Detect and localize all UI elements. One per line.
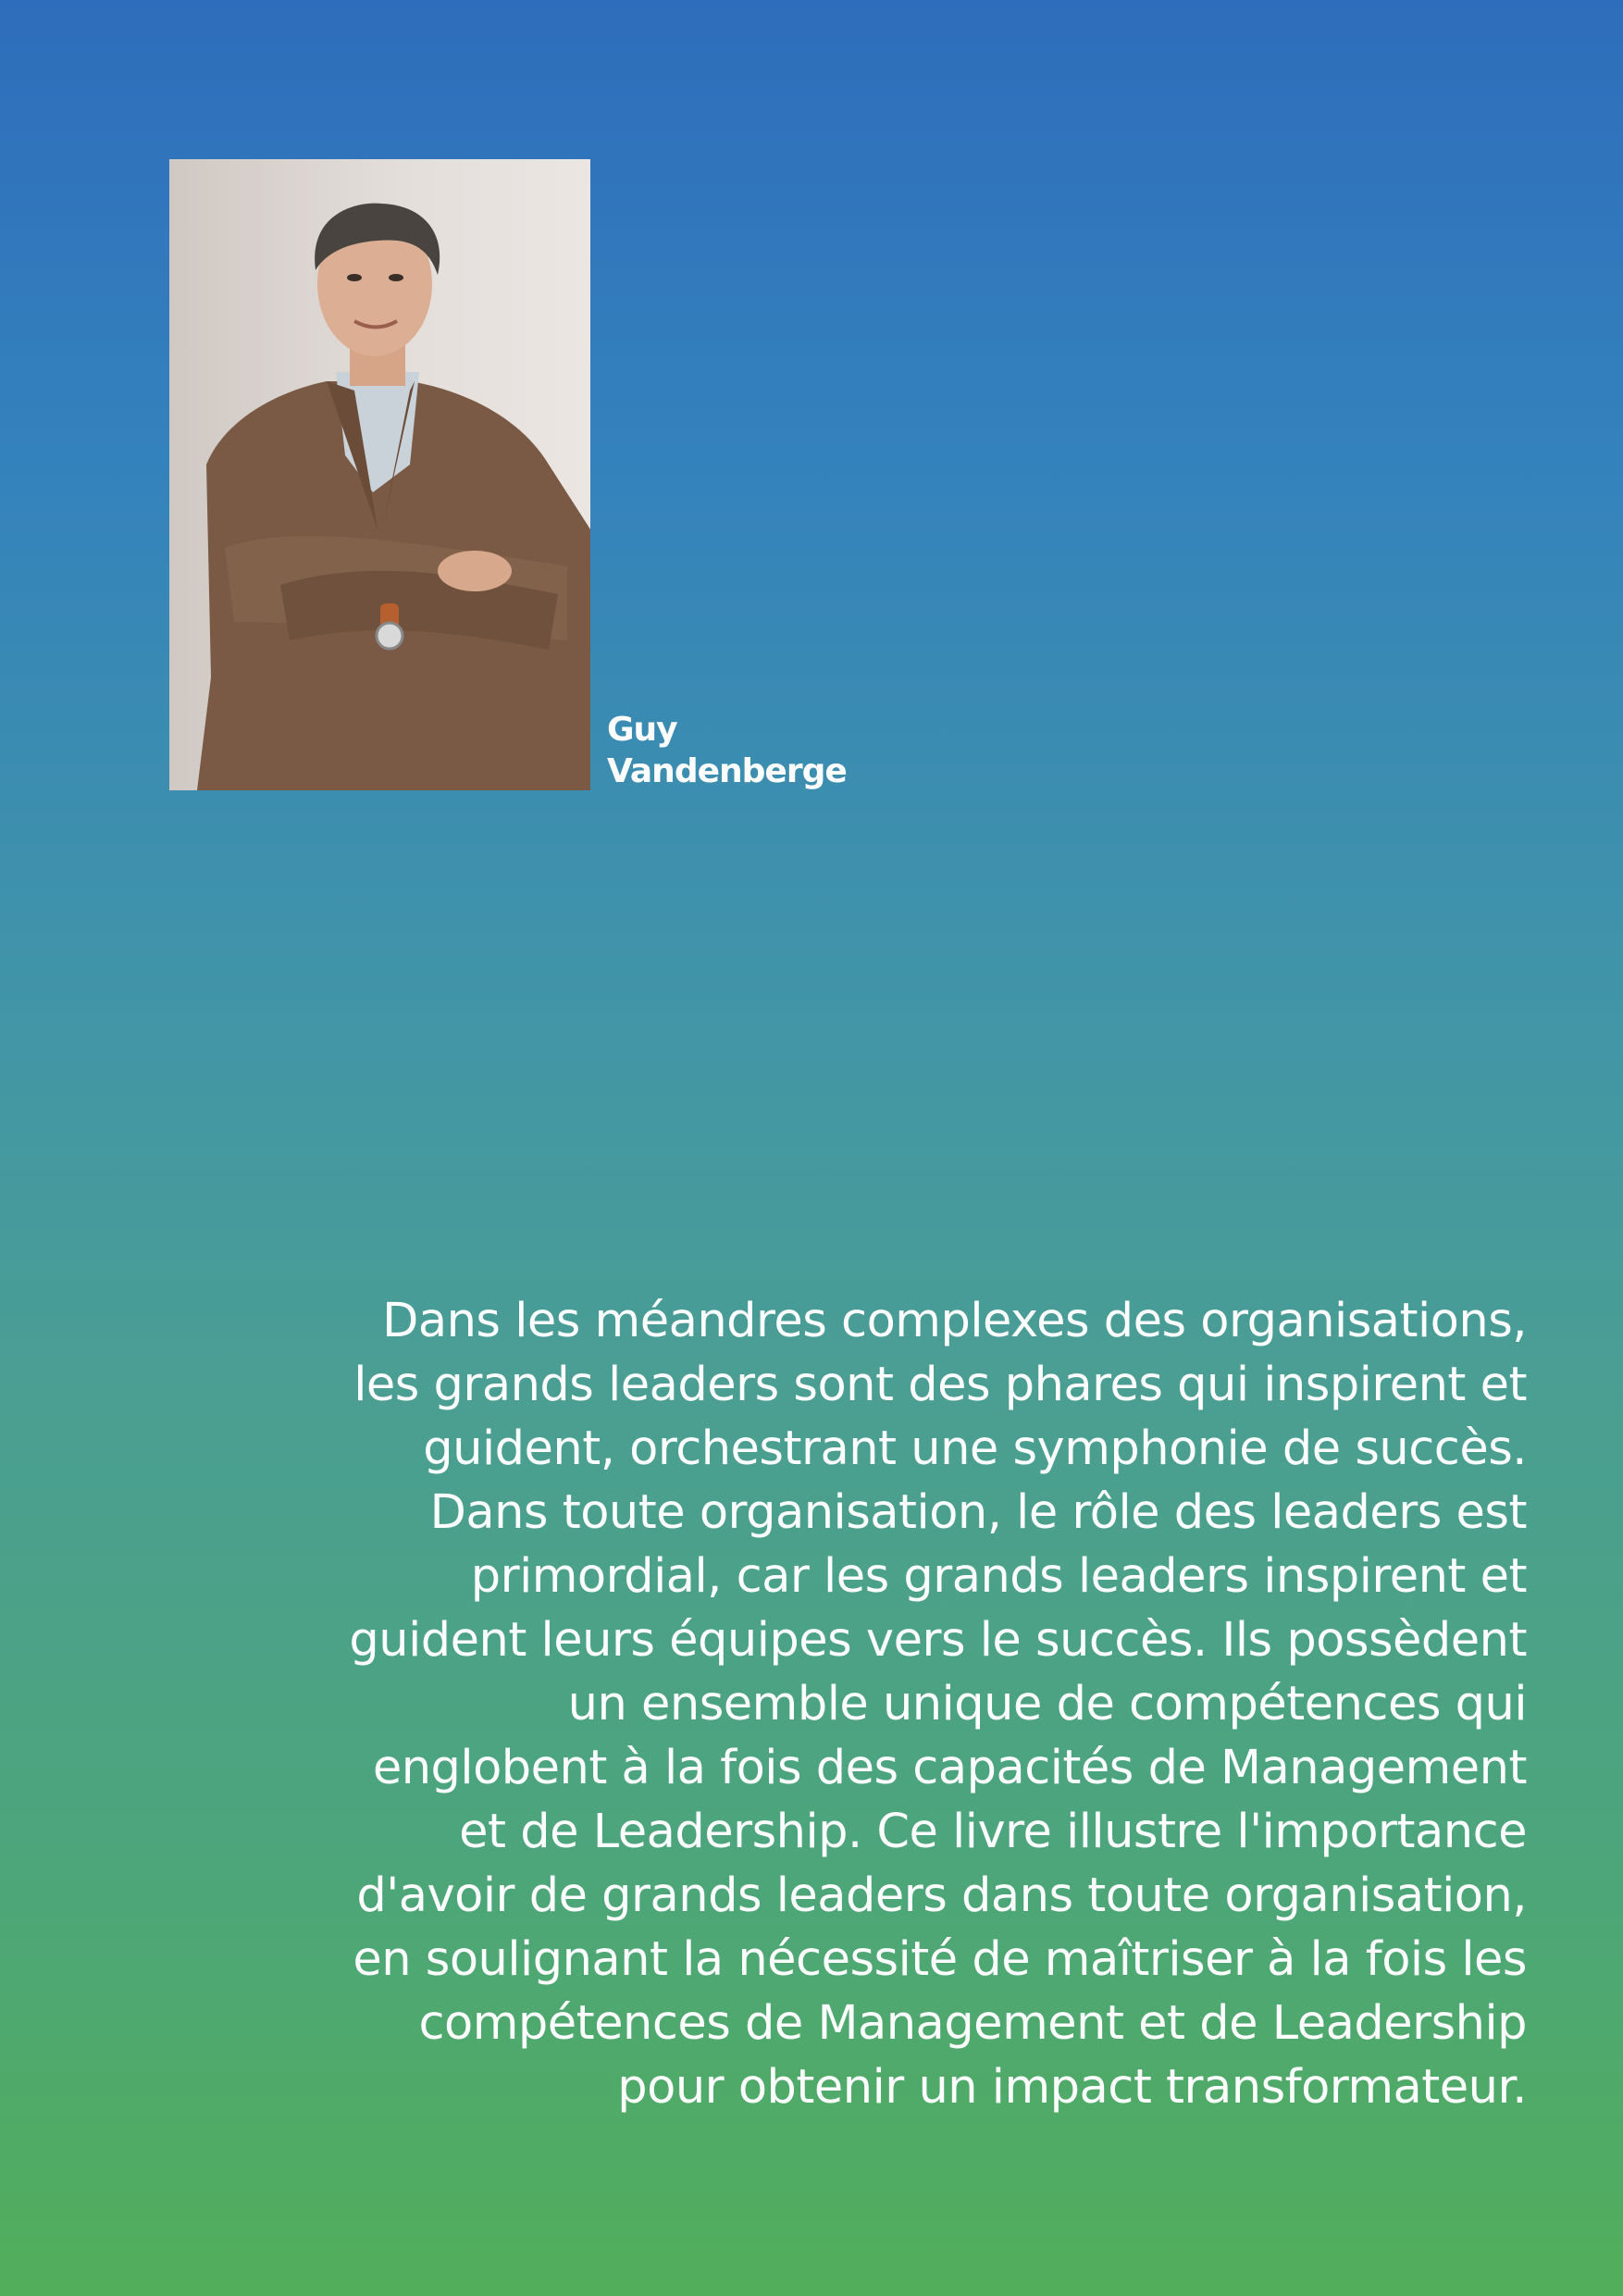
- author-first-name: Guy: [607, 711, 677, 749]
- author-name: [607, 709, 847, 792]
- blurb-line: en soulignant la nécessité de maîtriser à la fois les: [353, 1932, 1527, 1987]
- blurb-line: guident, orchestrant une symphonie de succès.: [423, 1421, 1527, 1476]
- blurb-line: Dans les méandres complexes des organisations,: [382, 1294, 1527, 1348]
- blurb-line: un ensemble unique de compétences qui: [567, 1677, 1527, 1731]
- blurb-line: pour obtenir un impact transformateur.: [617, 2060, 1527, 2115]
- blurb-line: englobent à la fois des capacités de Management: [372, 1741, 1527, 1795]
- blurb-line: compétences de Management et de Leadership: [418, 1996, 1527, 2051]
- back-cover-blurb: [167, 1289, 1527, 2119]
- blurb-line: les grands leaders sont des phares qui inspirent et: [353, 1358, 1527, 1412]
- blurb-line: d'avoir de grands leaders dans toute organisation,: [356, 1868, 1527, 1923]
- blurb-line: et de Leadership. Ce livre illustre l'importance: [459, 1805, 1527, 1859]
- author-last-name: Vandenberge: [607, 752, 847, 790]
- author-portrait-icon: [169, 159, 590, 790]
- author-photo: [169, 159, 590, 790]
- blurb-line: primordial, car les grands leaders inspirent et: [470, 1549, 1527, 1604]
- blurb-line: Dans toute organisation, le rôle des leaders est: [429, 1485, 1527, 1540]
- blurb-line: guident leurs équipes vers le succès. Ils possèdent: [349, 1613, 1527, 1668]
